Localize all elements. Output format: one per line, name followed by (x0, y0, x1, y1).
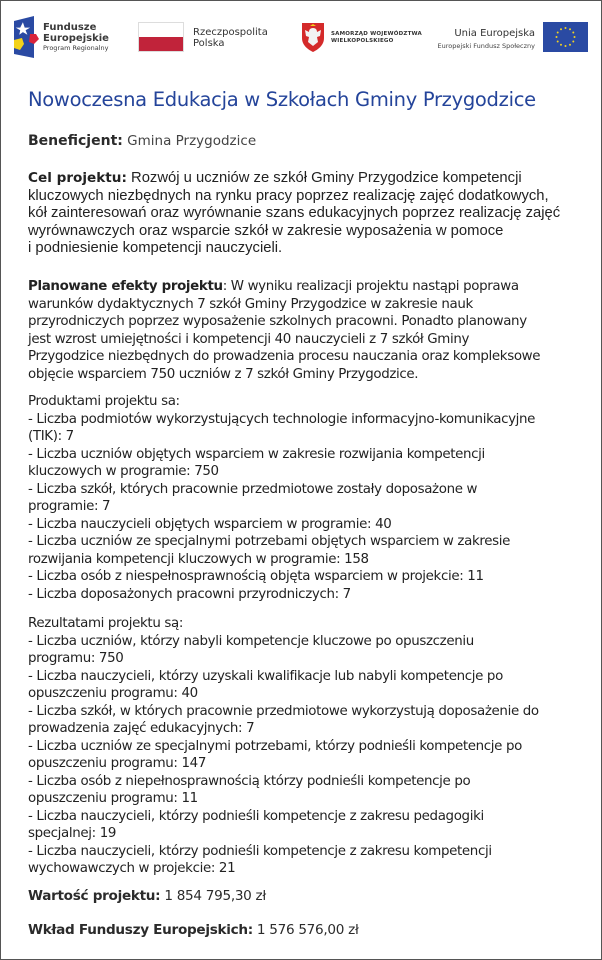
efekty-line-1: warunków dydaktycznych 7 szkół Gminy Przygodzice w zakresie nauk (28, 296, 473, 312)
cel-line-1: kluczowych niezbędnych na rynku pracy poprzez realizację zajęć dodatkowych, (28, 187, 549, 204)
produkty-heading: Produktami projektu sa: (28, 394, 180, 409)
efekty-line-3: jest wzrost umiejętności i kompetencji 40 nauczycieli z 7 szkół Gminy (28, 331, 470, 347)
polish-flag-icon (138, 22, 184, 52)
ue-subtitle: Europejski Fundusz Społeczny (437, 42, 535, 50)
produkty-section (28, 393, 588, 603)
efekty-line-2: przyrodniczych poprzez wyposażenie szkolnych pracowni. Ponadto planowany (28, 314, 527, 329)
rezultaty-line: programu: 750 (28, 651, 124, 666)
fundusze-line1: Fundusze (43, 22, 97, 33)
rezultaty-line: - Liczba nauczycieli, którzy podnieśli kompetencje z zakresu pedagogiki (28, 808, 484, 824)
samorzad-line2: WIELKOPOLSKIEGO (331, 38, 394, 44)
fundusze-line2: Europejskie (43, 33, 109, 44)
rp-line1: Rzeczpospolita (193, 27, 268, 38)
produkty-line: - Liczba uczniów ze specjalnymi potrzebami objętych wsparciem w zakresie (28, 534, 511, 549)
rezultaty-section (28, 615, 588, 878)
cel-label: Cel projektu: (28, 170, 127, 186)
fundusze-europejskie-emblem-icon (12, 16, 40, 58)
rezultaty-line: prowadzenia zajęć edukacyjnych: 7 (28, 721, 255, 736)
efekty-line-0: : W wyniku realizacji projektu nastąpi poprawa (222, 279, 519, 294)
page-title: Nowoczesna Edukacja w Szkołach Gminy Przygodzice (28, 88, 536, 111)
wartosc-row (28, 888, 266, 904)
efekty-line-5: objęcie wsparciem 750 uczniów z 7 szkół Gminy Przygodzice. (28, 366, 419, 382)
wklad-value: 1 576 576,00 zł (252, 922, 359, 938)
rezultaty-line: wychowawczych w projekcie: 21 (28, 861, 236, 876)
produkty-line: - Liczba szkół, których pracownie przedmiotowe zostały doposażone w (28, 481, 478, 497)
cel-projektu-section (28, 170, 588, 258)
rp-line2: Polska (193, 38, 225, 49)
efekty-line-4: Przygodzice niezbędnych do prowadzenia procesu nauczania oraz kompleksowe (28, 349, 541, 364)
wklad-row (28, 922, 359, 938)
rezultaty-line: specjalnej: 19 (28, 826, 117, 841)
produkty-line: rozwijania kompetencji kluczowych w programie: 158 (28, 551, 369, 567)
wklad-label: Wkład Funduszy Europejskich: (28, 922, 253, 938)
beneficjent-row (28, 133, 256, 149)
produkty-line: - Liczba podmiotów wykorzystujących technologie informacyjno-komunikacyjne (28, 411, 536, 427)
rezultaty-line: - Liczba szkół, w których pracownie przedmiotowe wykorzystują doposażenie do (28, 703, 539, 719)
produkty-line: programie: 7 (28, 499, 111, 514)
samorzad-line1: SAMORZĄD WOJEWÓDZTWA (331, 31, 422, 37)
produkty-line: - Liczba nauczycieli objętych wsparciem w programie: 40 (28, 516, 392, 532)
planowane-efekty-section (28, 278, 588, 383)
rezultaty-line: opuszczeniu programu: 40 (28, 686, 198, 701)
cel-line-3: wyrównawczych oraz wsparcie szkół w zakresie wyposażenia w pomoce (28, 222, 504, 239)
produkty-line: (TIK): 7 (28, 429, 74, 444)
logo-bar (0, 0, 602, 80)
rezultaty-line: opuszczeniu programu: 147 (28, 756, 206, 771)
produkty-line: - Liczba uczniów objętych wsparciem w zakresie rozwijania kompetencji (28, 446, 485, 462)
produkty-line: - Liczba doposażonych pracowni przyrodniczych: 7 (28, 586, 351, 602)
beneficjent-label: Beneficjent: (28, 133, 123, 149)
rezultaty-line: - Liczba uczniów ze specjalnymi potrzebami, którzy podnieśli kompetencje po (28, 738, 522, 754)
rezultaty-line: opuszczeniu programu: 11 (28, 791, 198, 806)
cel-line-2: kół zainteresowań oraz wyrównanie szans edukacyjnych poprzez realizację zajęć (28, 205, 561, 221)
wartosc-value: 1 854 795,30 zł (160, 888, 266, 904)
cel-line-0: Rozwój u uczniów ze szkół Gminy Przygodzice kompetencji (126, 170, 522, 186)
rezultaty-line: - Liczba uczniów, którzy nabyli kompetencje kluczowe po opuszczeniu (28, 633, 474, 649)
fundusze-subtitle: Program Regionalny (43, 44, 109, 52)
rezultaty-heading: Rezultatami projektu są: (28, 616, 184, 631)
efekty-label: Planowane efekty projektu (28, 279, 223, 294)
rezultaty-line: - Liczba osób z niepełnosprawnością którzy podnieśli kompetencje po (28, 773, 471, 789)
eu-flag-icon (543, 22, 588, 52)
wielkopolska-coat-of-arms-icon (301, 22, 325, 52)
cel-line-4: i podniesienie kompetencji nauczycieli. (28, 240, 283, 256)
ue-title: Unia Europejska (454, 28, 535, 39)
produkty-line: kluczowych w programie: 750 (28, 464, 219, 479)
rezultaty-line: - Liczba nauczycieli, którzy podnieśli kompetencje z zakresu kompetencji (28, 843, 492, 859)
rezultaty-line: - Liczba nauczycieli, którzy uzyskali kwalifikacje lub nabyli kompetencje po (28, 668, 503, 684)
wartosc-label: Wartość projektu: (28, 888, 161, 904)
beneficjent-value: Gmina Przygodzice (122, 133, 257, 149)
produkty-line: - Liczba osób z niespełnosprawnością objęta wsparciem w projekcie: 11 (28, 569, 484, 584)
